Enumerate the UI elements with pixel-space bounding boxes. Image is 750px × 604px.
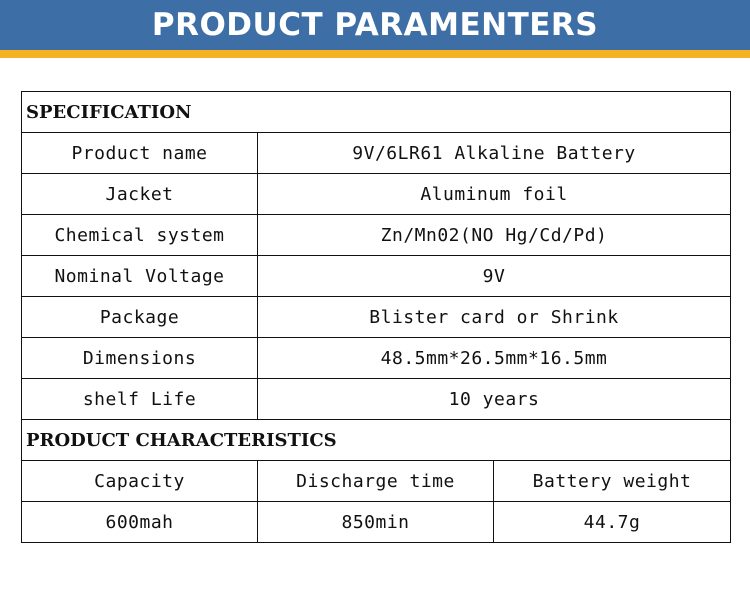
characteristics-heading-row	[22, 420, 731, 461]
characteristic-header-discharge-time: Discharge time	[258, 461, 494, 502]
table-row	[22, 338, 731, 379]
spec-value: 9V	[258, 256, 731, 297]
spec-label: Nominal Voltage	[22, 256, 258, 297]
table-row	[22, 133, 731, 174]
spec-value: 48.5mm*26.5mm*16.5mm	[258, 338, 731, 379]
spec-value: 9V/6LR61 Alkaline Battery	[258, 133, 731, 174]
characteristic-value-discharge-time: 850min	[258, 502, 494, 543]
banner-title: PRODUCT PARAMENTERS	[151, 7, 599, 43]
spec-value: Zn/Mn02(NO Hg/Cd/Pd)	[258, 215, 731, 256]
characteristics-header-row	[22, 461, 731, 502]
banner-accent-stripe	[0, 50, 750, 58]
parameters-table	[21, 91, 731, 543]
spec-label: Chemical system	[22, 215, 258, 256]
characteristic-header-capacity: Capacity	[22, 461, 258, 502]
spec-label: Product name	[22, 133, 258, 174]
spec-value: Blister card or Shrink	[258, 297, 731, 338]
spec-value: Aluminum foil	[258, 174, 731, 215]
characteristic-header-battery-weight: Battery weight	[494, 461, 731, 502]
specification-heading-row	[22, 92, 731, 133]
characteristic-value-capacity: 600mah	[22, 502, 258, 543]
header-banner	[0, 0, 750, 50]
spec-label: Package	[22, 297, 258, 338]
table-row	[22, 256, 731, 297]
spec-value: 10 years	[258, 379, 731, 420]
table-row	[22, 379, 731, 420]
spec-label: Dimensions	[22, 338, 258, 379]
spec-label: shelf Life	[22, 379, 258, 420]
characteristic-value-battery-weight: 44.7g	[494, 502, 731, 543]
characteristics-heading: PRODUCT CHARACTERISTICS	[22, 420, 731, 461]
specification-heading: SPECIFICATION	[22, 92, 731, 133]
table-row	[22, 174, 731, 215]
table-row	[22, 297, 731, 338]
characteristics-value-row	[22, 502, 731, 543]
spec-label: Jacket	[22, 174, 258, 215]
table-row	[22, 215, 731, 256]
